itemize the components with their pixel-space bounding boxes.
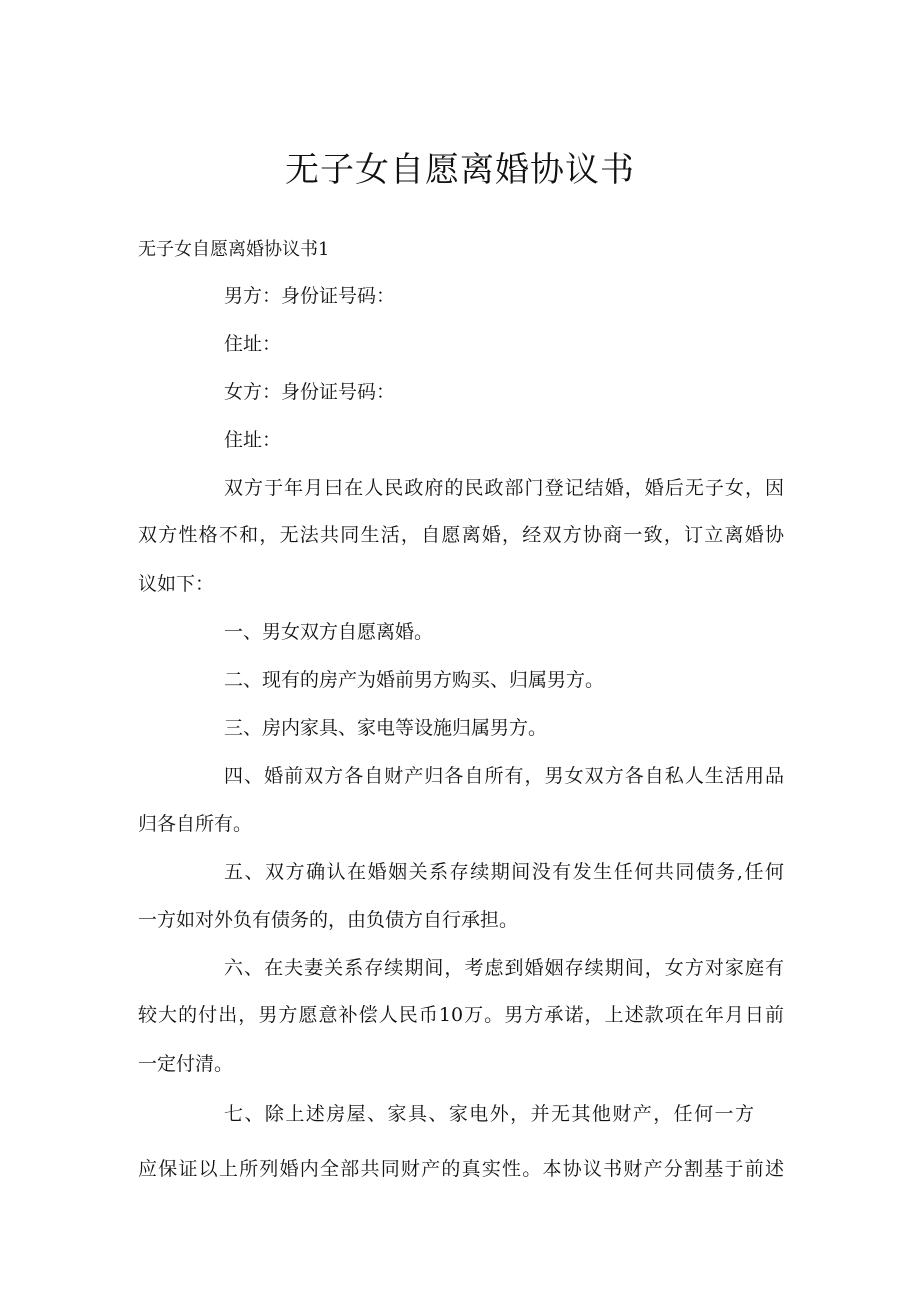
paragraph-line: 二、现有的房产为婚前男方购买、归属男方。 [224, 669, 605, 691]
paragraph-line: 六、在夫妻关系存续期间，考虑到婚姻存续期间，女方对家庭有 [224, 957, 784, 979]
paragraph-line: 女方：身份证号码： [224, 381, 396, 403]
document-title: 无子女自愿离婚协议书 [285, 150, 635, 190]
paragraph-line: 四、婚前双方各自财产归各自所有，男女双方各自私人生活用品 [224, 765, 784, 787]
paragraph-line: 双方于年月曰在人民政府的民政部门登记结婚，婚后无子女，因 [224, 477, 784, 499]
paragraph-line: 男方：身份证号码： [224, 285, 396, 307]
paragraph-line: 归各自所有。 [138, 813, 253, 835]
paragraph-line: 双方性格不和，无法共同生活，自愿离婚，经双方协商一致，订立离婚协 [138, 524, 784, 546]
paragraph-line: 住址： [224, 429, 282, 451]
paragraph-line: 七、除上述房屋、家具、家电外，并无其他财产，任何一方 [224, 1103, 754, 1125]
paragraph-line: 较大的付出，男方愿意补偿人民币10万。男方承诺，上述款项在年月日前 [138, 1004, 784, 1026]
paragraph-line: 应保证以上所列婚内全部共同财产的真实性。本协议书财产分割基于前述 [138, 1158, 784, 1180]
document-subtitle: 无子女自愿离婚协议书1 [138, 239, 330, 260]
paragraph-line: 一定付清。 [138, 1053, 234, 1075]
paragraph-line: 一、男女双方自愿离婚。 [224, 621, 434, 643]
paragraph-line: 三、房内家具、家电等设施归属男方。 [224, 717, 548, 739]
paragraph-line: 议如下： [138, 573, 215, 595]
paragraph-line: 一方如对外负有债务的，由负债方自行承担。 [138, 909, 519, 931]
paragraph-line: 五、双方确认在婚姻关系存续期间没有发生任何共同债务,任何 [224, 861, 784, 883]
paragraph-line: 住址： [224, 333, 282, 355]
